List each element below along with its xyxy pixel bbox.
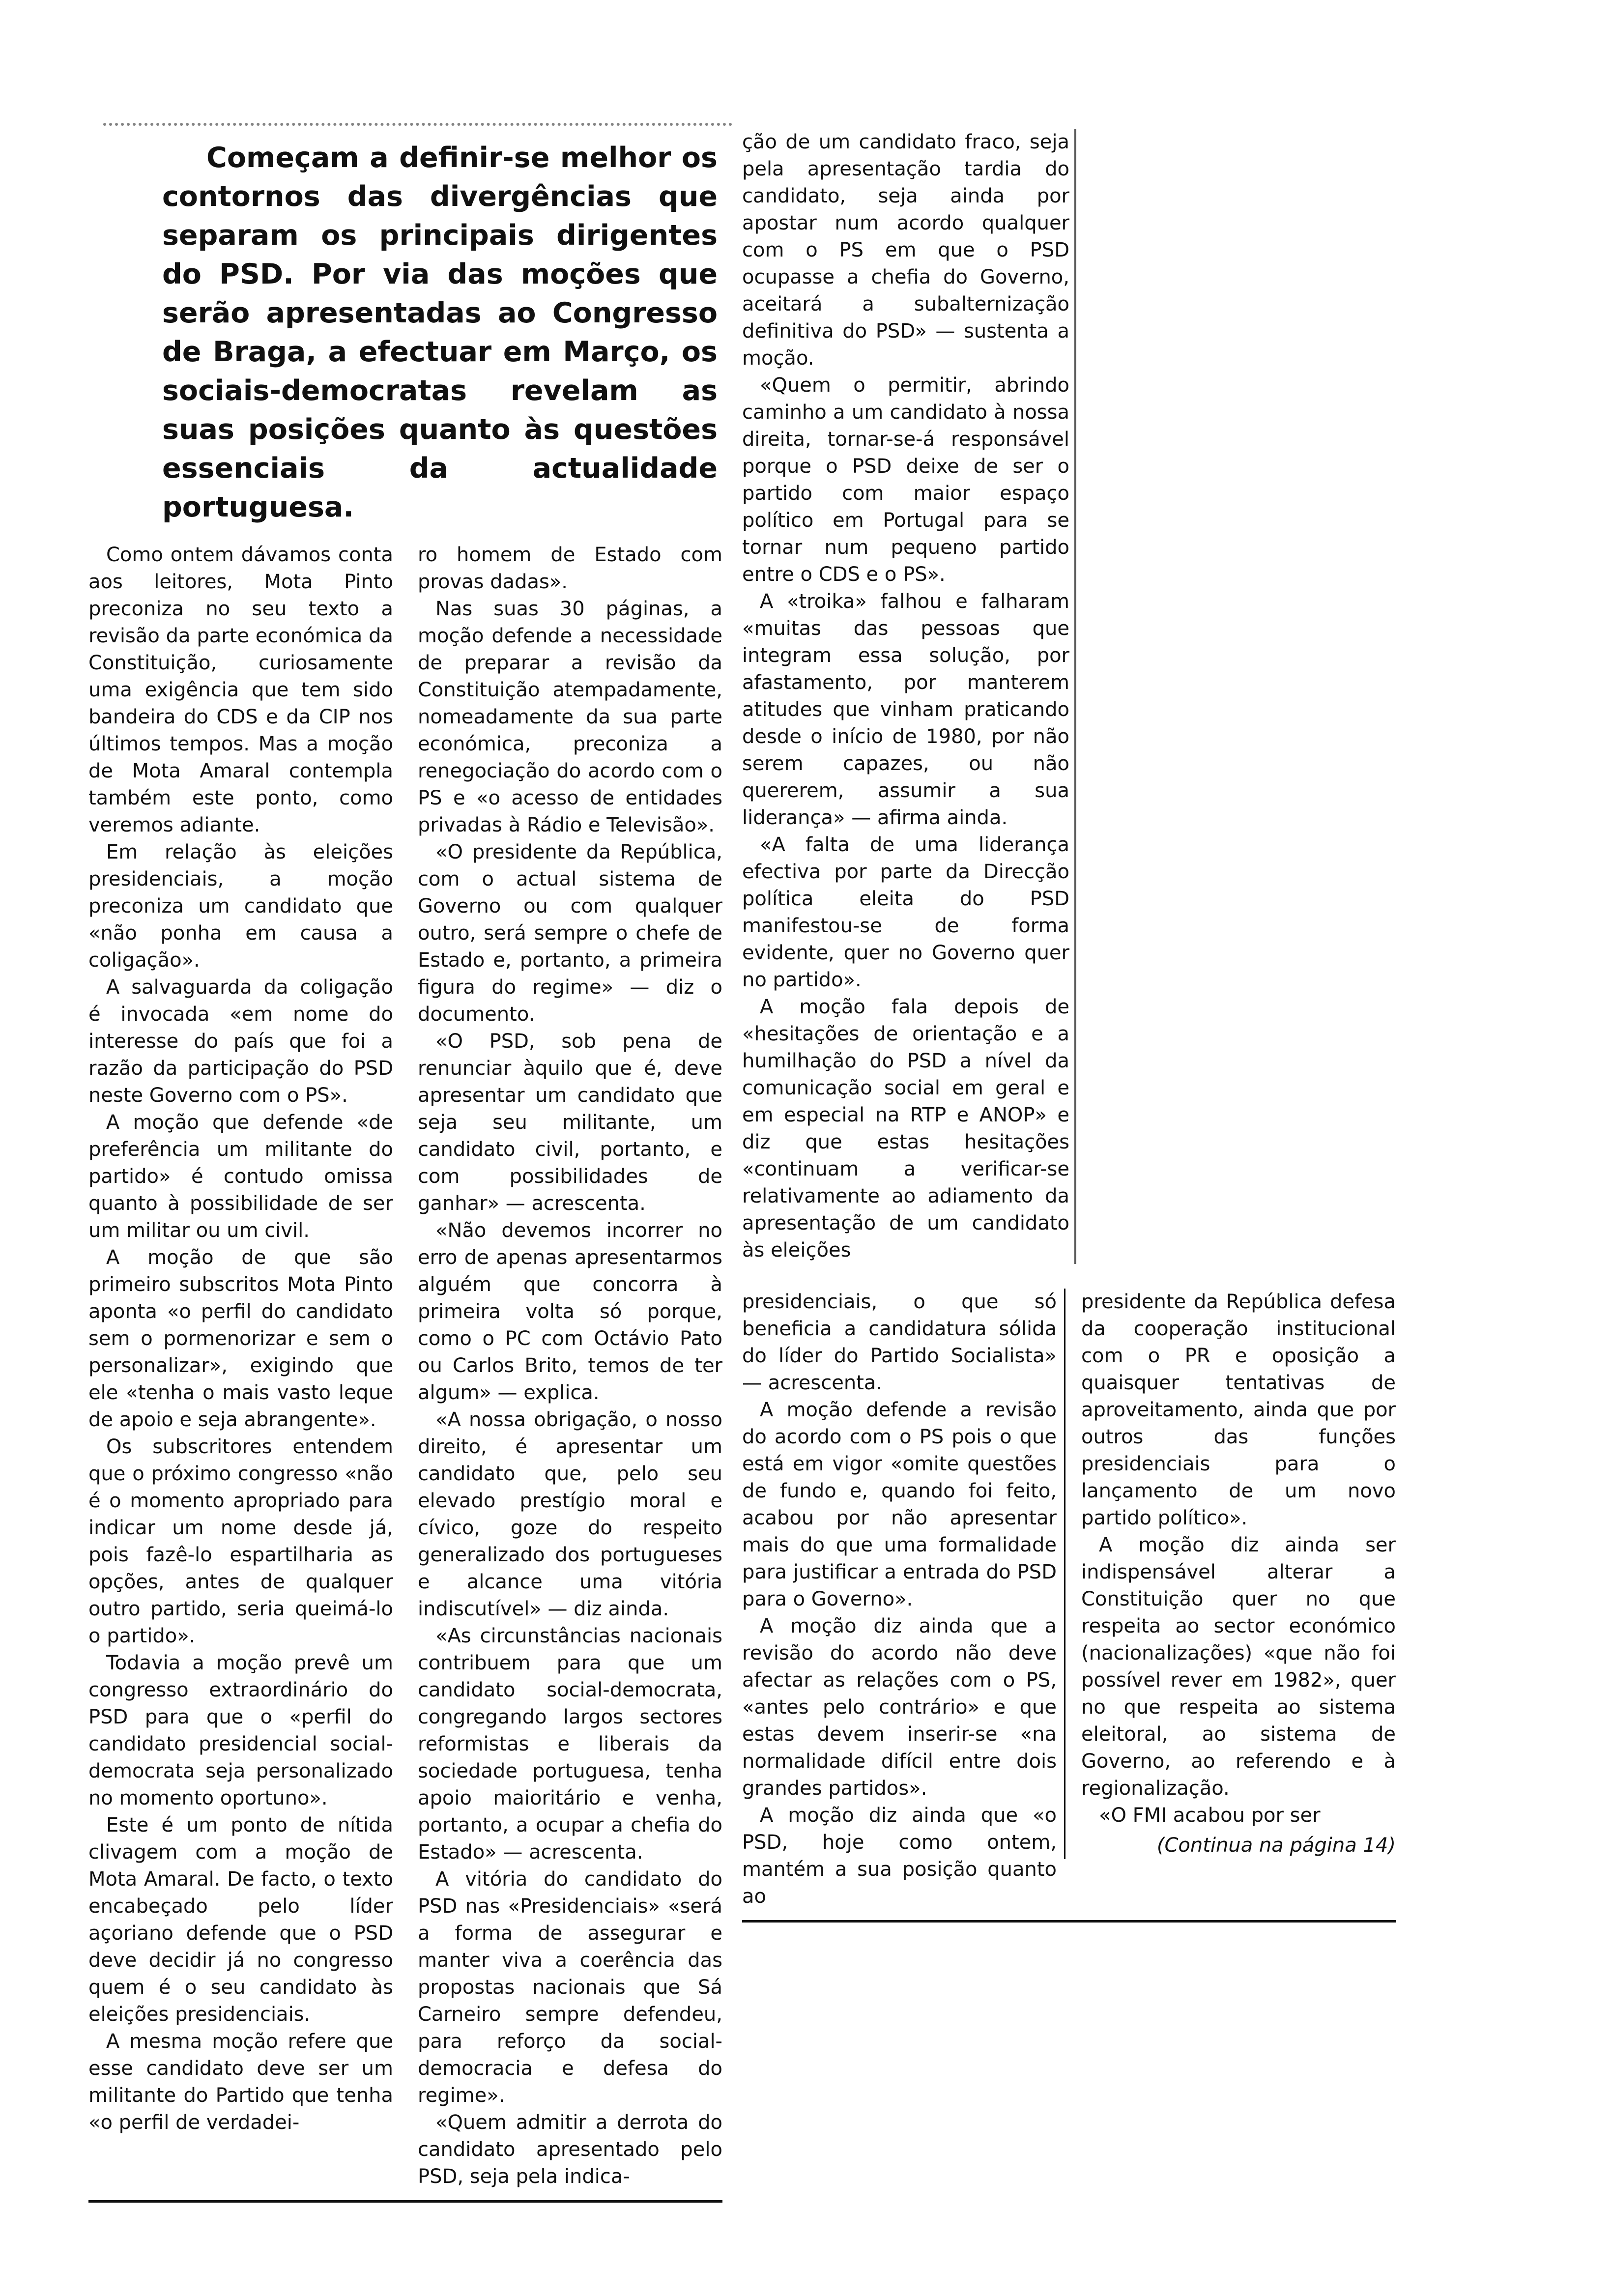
paragraph: Todavia a moção prevê um congresso extraordinário do PSD para que o «perfil do candidato presidencial social-democrata seja personalizado no momento oportuno». bbox=[88, 1652, 393, 1809]
paragraph: ção de um candidato fraco, seja pela apresentação tardia do candidato, seja ainda por apostar num acordo qualquer com o PS em que o PSD ocupasse a chefia do Governo, aceitará a subalternização definitiva do PSD» — sustenta a moção. bbox=[742, 131, 1069, 370]
paragraph: A moção diz ainda que «o PSD, hoje como ontem, mantém a sua posição quanto ao bbox=[742, 1804, 1057, 1908]
paragraph: presidenciais, o que só beneficia a candidatura sólida do líder do Partido Socialista» — acrescenta. bbox=[742, 1291, 1057, 1394]
paragraph: «O presidente da República, com o actual sistema de Governo ou com qualquer outro, será sempre o chefe de Estado e, portanto, a primeira figura do regime» — diz o documento. bbox=[418, 841, 722, 1026]
paragraph: Em relação às eleições presidenciais, a moção preconiza um candidato que «não ponha em causa a coligação». bbox=[88, 841, 393, 972]
paragraph: Este é um ponto de nítida clivagem com a moção de Mota Amaral. De facto, o texto encabeçado pelo líder açoriano defende que o PSD deve decidir já no congresso quem é o seu candidato às eleições presidenciais. bbox=[88, 1814, 393, 2026]
paragraph: A moção fala depois de «hesitações de orientação e a humilhação do PSD a nível da comunicação social em geral e em especial na RTP e ANOP» e diz que estas hesitações «continuam a verificar-se relativamente ao adiamento da apresentação de um candidato às eleições bbox=[742, 996, 1069, 1262]
paragraph: «Não devemos incorrer no erro de apenas apresentarmos alguém que concorra à primeira volta só porque, como o PC com Octávio Pato ou Carlos Brito, temos de ter algum» — explica. bbox=[418, 1219, 722, 1404]
paragraph: Os subscritores entendem que o próximo congresso «não é o momento apropriado para indicar um nome desde já, pois fazê-lo espartilharia as opções, antes de qualquer outro partido, seria queimá-lo o partido». bbox=[88, 1435, 393, 1647]
paragraph: A salvaguarda da coligação é invocada «em nome do interesse do país que foi a razão da participação do PSD neste Governo com o PS». bbox=[88, 976, 393, 1107]
paragraph: A moção de que são primeiro subscritos Mota Pinto aponta «o perfil do candidato sem o pormenorizar e sem o personalizar», exigindo que ele «tenha o mais vasto leque de apoio e seja abrangente». bbox=[88, 1246, 393, 1431]
paragraph: «O PSD, sob pena de renunciar àquilo que é, deve apresentar um candidato que seja seu militante, um candidato civil, portanto, e com possibilidades de ganhar» — acrescenta. bbox=[418, 1030, 722, 1215]
lower-columns bbox=[742, 1289, 1396, 1923]
paragraph: A mesma moção refere que esse candidato deve ser um militante do Partido que tenha «o perfil de verdadei- bbox=[88, 2030, 393, 2134]
article-right-block bbox=[742, 129, 1396, 1923]
paragraph: A vitória do candidato do PSD nas «Presidenciais» «será a forma de assegurar e manter viva a coerência das propostas nacionais que Sá Carneiro sempre defendeu, para reforço da social-democracia e defesa do regime». bbox=[418, 1868, 722, 2107]
paragraph: presidente da República defesa da cooperação institucional com o PR e oposição a quaisquer tentativas de aproveitamento, ainda que por outros das funções presidenciais para o lançamento de um novo partido político». bbox=[1081, 1291, 1396, 1529]
left-columns bbox=[88, 542, 722, 2203]
paragraph: «A nossa obrigação, o nosso direito, é apresentar um candidato que, pelo seu elevado prestígio moral e cívico, goze do respeito generalizado dos portugueses e alcance uma vitória indiscutível» — diz ainda. bbox=[418, 1408, 722, 1620]
paragraph: «Quem admitir a derrota do candidato apresentado pelo PSD, seja pela indica- bbox=[418, 2111, 722, 2188]
scan-noise-top bbox=[103, 123, 732, 133]
paragraph: A «troika» falhou e falharam «muitas das pessoas que integram essa solução, por afastamento, por manterem atitudes que vinham praticando desde o início de 1980, por não serem capazes, ou não quererem, assumir a sua liderança» — afirma ainda. bbox=[742, 590, 1069, 829]
paragraph: «O FMI acabou por ser bbox=[1099, 1804, 1321, 1827]
paragraph: «A falta de uma liderança efectiva por parte da Direcção política eleita do PSD manifestou-se de forma evidente, quer no Governo quer no partido». bbox=[742, 833, 1069, 991]
article-lead: Começam a definir-se melhor os contornos das divergências que separam os principais dirigentes do PSD. Por via das moções que serão apresentadas ao Congresso de Braga, a efectuar em Março, os sociais-democratas revelam as suas posições quanto às questões essenciais da actualidade portuguesa. bbox=[162, 142, 718, 523]
article-left-block bbox=[88, 139, 722, 2203]
paragraph: A moção diz ainda que a revisão do acordo não deve afectar as relações com o PS, «antes pelo contrário» e que estas devem inserir-se «na normalidade difícil entre dois grandes partidos». bbox=[742, 1615, 1057, 1800]
paragraph: «As circunstâncias nacionais contribuem para que um candidato social-democrata, congregando largos sectores reformistas e liberais da sociedade portuguesa, tenha apoio maioritário e venha, portanto, a ocupar a chefia do Estado» — acrescenta. bbox=[418, 1625, 722, 1864]
column-3-top bbox=[742, 129, 1076, 1264]
paragraph: A moção diz ainda ser indispensável alterar a Constituição quer no que respeita ao sector económico (nacionalizações) «que não foi possível rever em 1982», quer no que respeita ao sistema eleitoral, ao sistema de Governo, ao referendo e à regionalização. bbox=[1081, 1534, 1396, 1800]
paragraph: A moção que defende «de preferência um militante do partido» é contudo omissa quanto à possibilidade de ser um militar ou um civil. bbox=[88, 1111, 393, 1242]
paragraph: ro homem de Estado com provas dadas». bbox=[418, 544, 722, 593]
column-4 bbox=[1064, 1289, 1396, 1859]
column-3-bottom bbox=[742, 1289, 1057, 1910]
column-2 bbox=[418, 542, 722, 2190]
continuation-note: (Continua na página 14) bbox=[1156, 1834, 1396, 1857]
paragraph: A moção defende a revisão do acordo com o PS pois o que está em vigor «omite questões de fundo e, quando foi feito, acabou por não apresentar mais do que uma formalidade para justificar a entrada do PSD para o Governo». bbox=[742, 1399, 1057, 1610]
paragraph: «Quem o permitir, abrindo caminho a um candidato à nossa direita, tornar-se-á responsável porque o PSD deixe de ser o partido com maior espaço político em Portugal para se tornar num pequeno partido entre o CDS e o PS». bbox=[742, 374, 1069, 586]
paragraph: Nas suas 30 páginas, a moção defende a necessidade de preparar a revisão da Constituição atempadamente, nomeadamente da sua parte económica, preconiza a renegociação do acordo com o PS e «o acesso de entidades privadas à Rádio e Televisão». bbox=[418, 598, 722, 836]
column-1 bbox=[88, 542, 393, 2136]
paragraph: Como ontem dávamos conta aos leitores, Mota Pinto preconiza no seu texto a revisão da parte económica da Constituição, curiosamente uma exigência que tem sido bandeira do CDS e da CIP nos últimos tempos. Mas a moção de Mota Amaral contempla também este ponto, como veremos adiante. bbox=[88, 544, 393, 836]
